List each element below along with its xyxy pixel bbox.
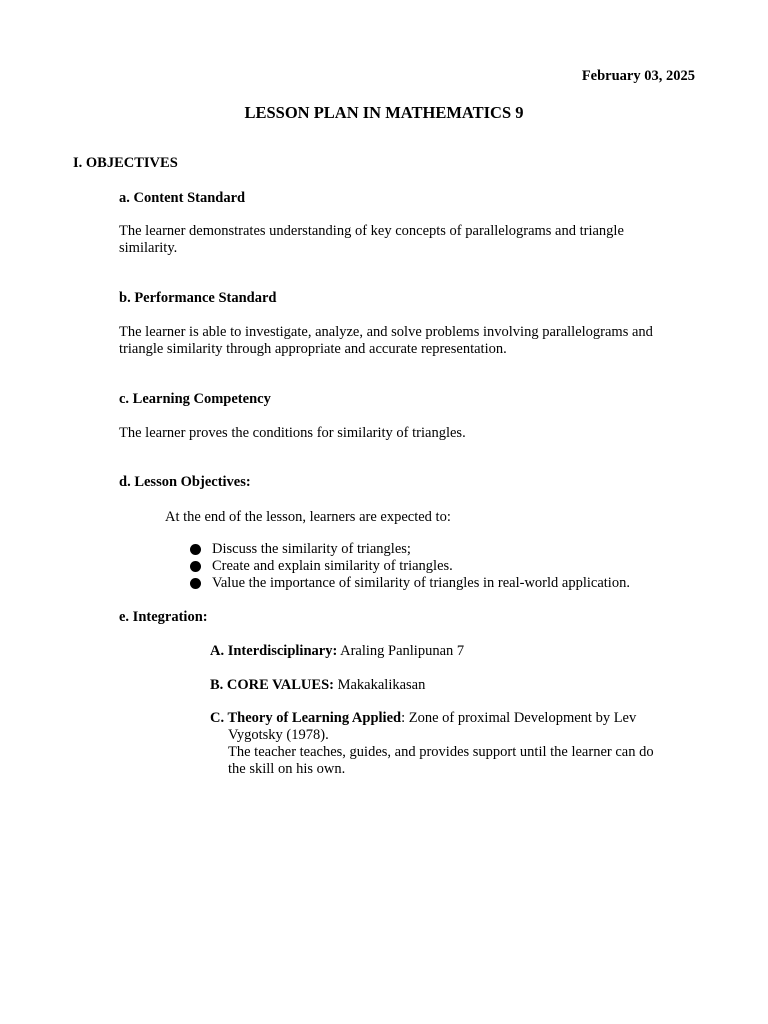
- theory-line-3: The teacher teaches, guides, and provides support until the learner can do: [228, 744, 654, 760]
- document-title: LESSON PLAN IN MATHEMATICS 9: [244, 103, 524, 122]
- content-standard-heading: a. Content Standard: [119, 190, 246, 206]
- interdisciplinary-value: Araling Panlipunan 7: [337, 643, 465, 659]
- integration-core-values: [210, 677, 690, 694]
- theory-line-1: [210, 710, 690, 727]
- objective-text: Discuss the similarity of triangles;: [212, 541, 411, 557]
- integration-theory: [210, 710, 690, 778]
- theory-line-2: Vygotsky (1978).: [228, 727, 329, 743]
- core-values-value: Makakalikasan: [333, 677, 426, 693]
- list-item: [188, 558, 630, 575]
- theory-value: : Zone of proximal Development by Lev: [401, 710, 637, 726]
- content-standard-text: [119, 223, 704, 257]
- integration-heading: e. Integration:: [119, 609, 208, 625]
- bullet-icon: [190, 561, 201, 572]
- performance-standard-text: [119, 324, 704, 358]
- interdisciplinary-label: A. Interdisciplinary:: [210, 643, 338, 659]
- core-values-label: B. CORE VALUES:: [210, 677, 334, 693]
- objective-text: Value the importance of similarity of triangles in real-world application.: [212, 575, 630, 591]
- section-heading-objectives: I. OBJECTIVES: [73, 155, 178, 171]
- performance-standard-heading: b. Performance Standard: [119, 290, 277, 306]
- bullet-icon: [190, 578, 201, 589]
- performance-standard-line-2: triangle similarity through appropriate and accurate representation.: [119, 341, 507, 357]
- content-standard-line-1: The learner demonstrates understanding of key concepts of parallelograms and triangle: [119, 223, 624, 239]
- list-item: [188, 541, 630, 558]
- lesson-objectives-heading: d. Lesson Objectives:: [119, 474, 251, 490]
- theory-line-4: the skill on his own.: [228, 761, 346, 777]
- theory-label: C. Theory of Learning Applied: [210, 710, 402, 726]
- learning-competency-heading: c. Learning Competency: [119, 391, 271, 407]
- document-date: February 03, 2025: [581, 68, 695, 84]
- performance-standard-line-1: The learner is able to investigate, analyze, and solve problems involving parallelograms and: [119, 324, 653, 340]
- lesson-objectives-intro: At the end of the lesson, learners are expected to:: [165, 509, 451, 525]
- integration-interdisciplinary: [210, 643, 690, 660]
- list-item: [188, 575, 630, 592]
- bullet-icon: [190, 544, 201, 555]
- content-standard-line-2: similarity.: [119, 240, 178, 256]
- learning-competency-text: The learner proves the conditions for similarity of triangles.: [119, 425, 466, 441]
- lesson-objectives-list: [188, 541, 630, 592]
- objective-text: Create and explain similarity of triangles.: [212, 558, 453, 574]
